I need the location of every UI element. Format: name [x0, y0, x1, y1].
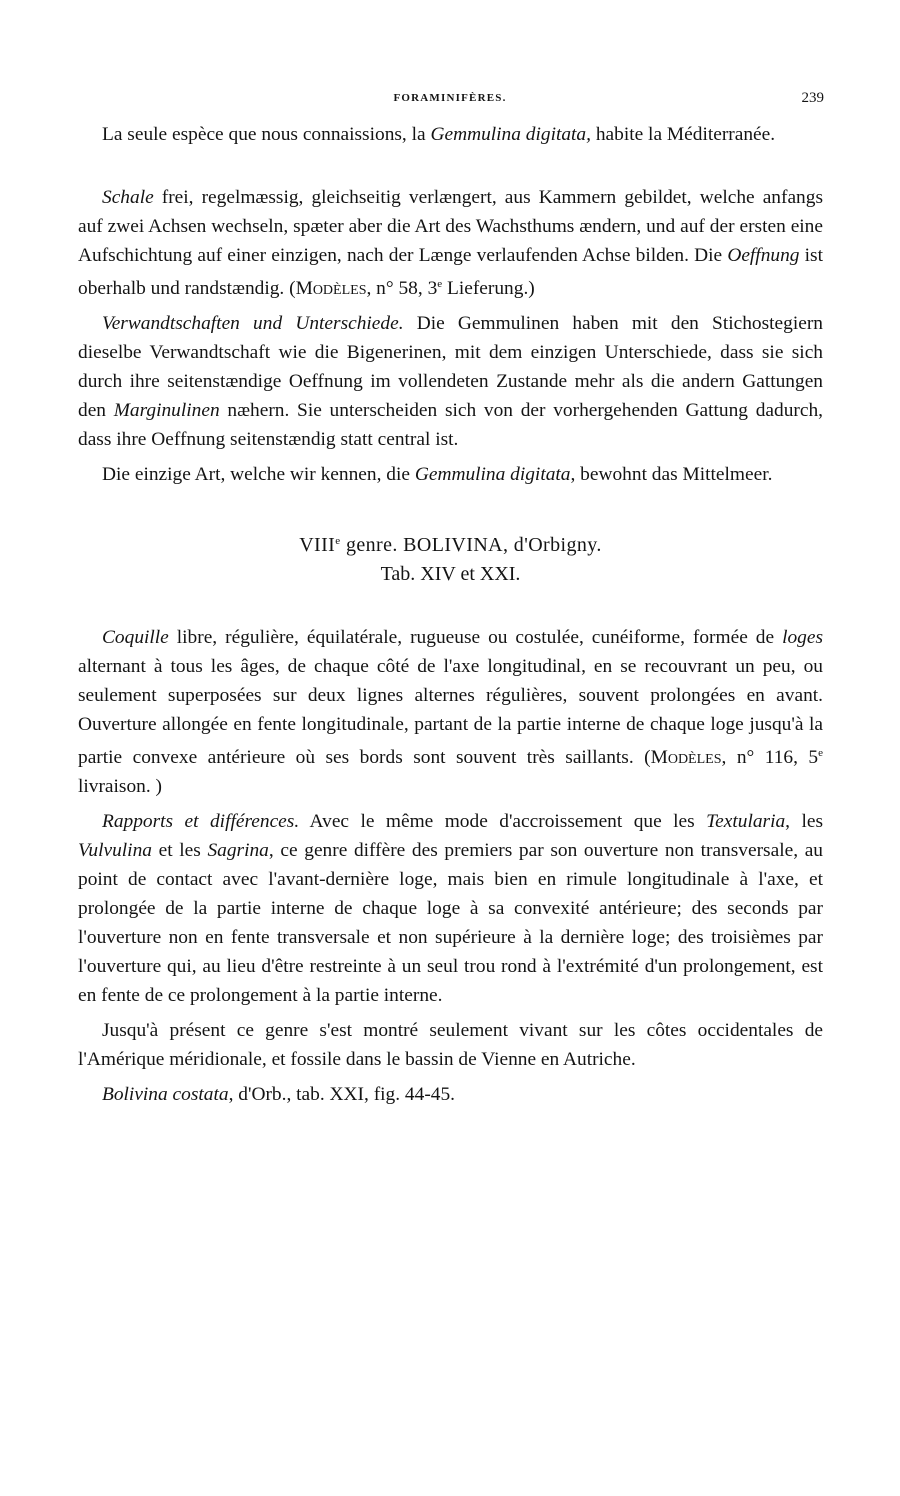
paragraph-distribution: Jusqu'à présent ce genre s'est montré seulement vivant sur les côtes occidentales de l'Amérique méridionale, et fossile dans le bassin de Vienne en Autriche.	[78, 1020, 823, 1070]
text-run: La seule espèce que nous connaissions, la	[102, 124, 431, 145]
paragraph-lead: Verwandtschaften und Unterschiede.	[102, 313, 404, 334]
genus-name: Vulvulina	[78, 840, 152, 861]
genus-name: Textularia	[706, 811, 786, 832]
text-run: , d'Orb., tab. XXI, fig. 44-45.	[228, 1084, 456, 1105]
paragraph-gemmulina-de	[78, 460, 823, 489]
text-run: , les	[785, 811, 823, 832]
paragraph-lead: Schale	[102, 187, 154, 208]
text-run: alternant à tous les âges, de chaque côté de l'axe longitudinal, en se recouvrant un peu, ou seulement superposées sur deux lignes alternes régulières, souvent prolongées en avant. Ouverture allongée en fente longitudinale, partant de la partie interne de chaque loge jusqu'à la partie convexe antérieure où ses bords sont souvent très saillants. (	[78, 656, 823, 768]
genus-name: Marginulinen	[113, 400, 220, 421]
text-run: frei, regelmæssig, gleichseitig verlængert, aus Kammern gebildet, welche anfangs auf zwei Achsen wechseln, spæter aber die Art des Wachsthums ændern, und auf der ersten eine Aufschichtung auf einer einzigen, nach der Længe verlaufenden Achse bilden. Die	[78, 187, 823, 266]
term: Oeffnung	[727, 245, 800, 266]
term: loges	[782, 627, 823, 648]
superscript: e	[335, 535, 341, 547]
text-run: et les	[151, 840, 208, 861]
paragraph-lead: Coquille	[102, 627, 169, 648]
species-name: Gemmulina digitata	[414, 464, 571, 485]
genre-heading	[78, 527, 823, 560]
paragraph-lead: Rapports et différences.	[102, 811, 300, 832]
running-head	[0, 92, 900, 112]
species-name: Bolivina costata	[102, 1084, 229, 1105]
species-name: Gemmulina digitata,	[430, 124, 591, 145]
text-run: habite la Méditerranée.	[590, 124, 776, 145]
text-run: ist oberhalb und randstændig. (	[78, 245, 823, 299]
paragraph-coquille	[78, 623, 823, 801]
paragraph-verwandtschaften	[78, 309, 823, 454]
paragraph-gemmulina-fr	[78, 120, 823, 149]
text-run: Die einzige Art, welche wir kennen, die	[102, 464, 415, 485]
text-run: , n° 116, 5	[721, 747, 819, 768]
text-run: Avec le même mode d'accroissement que les	[299, 811, 707, 832]
text-run: , bewohnt das Mittelmeer.	[570, 464, 773, 485]
text-run: VIII	[299, 534, 336, 556]
page-body	[78, 120, 823, 1109]
text-run: libre, régulière, équilatérale, rugueuse ou costulée, cunéiforme, formée de	[168, 627, 783, 648]
text-run: , n° 58, 3	[366, 278, 438, 299]
running-title: FORAMINIFÈRES.	[393, 92, 507, 104]
genus-name: Sagrina	[207, 840, 269, 861]
page-number: 239	[801, 90, 824, 106]
text-run: genre. BOLIVINA, d'Orbigny.	[340, 534, 602, 556]
text-run: Die Gemmulinen haben mit den Stichostegiern dieselbe Verwandtschaft wie die Bigenerinen, mit dem einzigen Unterschiede, dass sie sich durch ihre seitenstændige Oeffnung im vollendeten Zustande mehr als die andern Gattungen den	[78, 313, 823, 421]
superscript: e	[818, 747, 823, 759]
modeles-ref: Modèles	[650, 747, 722, 768]
genre-plates: Tab. XIV et XXI.	[380, 563, 521, 585]
paragraph-species	[78, 1080, 823, 1109]
paragraph-schale	[78, 183, 823, 303]
superscript: e	[437, 278, 443, 290]
text-run: Lieferung.)	[442, 278, 535, 299]
text-run: livraison. )	[78, 776, 163, 797]
text-run: , ce genre diffère des premiers par son ouverture non transversale, au point de contact avec l'avant-dernière loge, mais bien en rimule longitudinale à l'axe, et prolongée de la partie interne de chaque loge à sa convexité antérieure; des seconds par l'ouverture non en fente transversale et non supérieure à la dernière loge; des troisièmes par l'ouverture qui, au lieu d'être restreinte à un seul trou rond à l'extrémité d'un prolongement, est en fente de ce prolongement à la partie interne.	[78, 840, 824, 1006]
paragraph-rapports	[78, 807, 823, 1010]
modeles-ref: Modèles	[295, 278, 367, 299]
text-run: næhern. Sie unterscheiden sich von der vorhergehenden Gattung dadurch, dass ihre Oeffnung seitenstændig statt central ist.	[78, 400, 823, 450]
